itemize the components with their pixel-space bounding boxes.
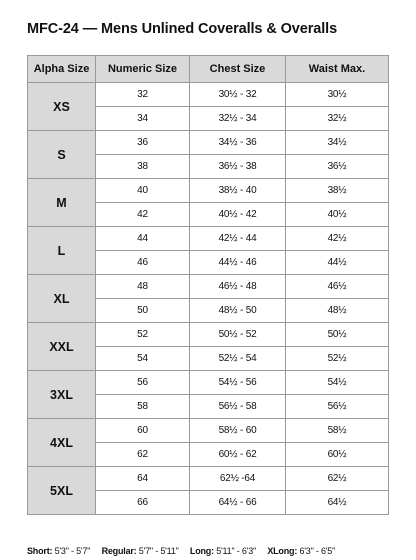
waist-max-cell: 50½ — [286, 323, 389, 347]
chest-size-cell: 58½ - 60 — [190, 419, 286, 443]
numeric-size-cell: 52 — [96, 323, 190, 347]
alpha-size-cell: 4XL — [28, 419, 96, 467]
inseam-value: 5'11" - 6'3" — [216, 546, 257, 556]
numeric-size-cell: 54 — [96, 347, 190, 371]
inseam-long — [190, 546, 256, 556]
table-row — [28, 419, 389, 443]
table-row — [28, 275, 389, 299]
numeric-size-cell: 50 — [96, 299, 190, 323]
waist-max-cell: 34½ — [286, 131, 389, 155]
inseam-legend — [27, 546, 407, 556]
numeric-size-cell: 66 — [96, 491, 190, 515]
chest-size-cell: 64½ - 66 — [190, 491, 286, 515]
header-chest-size: Chest Size — [190, 56, 286, 83]
chest-size-cell: 60½ - 62 — [190, 443, 286, 467]
table-row — [28, 227, 389, 251]
numeric-size-cell: 38 — [96, 155, 190, 179]
inseam-short — [27, 546, 90, 556]
numeric-size-cell: 62 — [96, 443, 190, 467]
inseam-value: 5'7" - 5'11" — [138, 546, 179, 556]
numeric-size-cell: 32 — [96, 83, 190, 107]
numeric-size-cell: 56 — [96, 371, 190, 395]
numeric-size-cell: 42 — [96, 203, 190, 227]
waist-max-cell: 56½ — [286, 395, 389, 419]
numeric-size-cell: 46 — [96, 251, 190, 275]
size-chart-table — [27, 55, 389, 515]
alpha-size-cell: L — [28, 227, 96, 275]
page-title: MFC-24 — Mens Unlined Coveralls & Overalls — [27, 21, 338, 37]
numeric-size-cell: 36 — [96, 131, 190, 155]
header-numeric-size: Numeric Size — [96, 56, 190, 83]
size-chart-body — [28, 83, 389, 515]
numeric-size-cell: 48 — [96, 275, 190, 299]
size-chart-header — [28, 56, 389, 83]
alpha-size-cell: 5XL — [28, 467, 96, 515]
header-alpha-size: Alpha Size — [28, 56, 96, 83]
inseam-label: Regular: — [101, 546, 137, 556]
table-row — [28, 371, 389, 395]
header-row — [28, 56, 389, 83]
chest-size-cell: 56½ - 58 — [190, 395, 286, 419]
alpha-size-cell: M — [28, 179, 96, 227]
header-waist-max: Waist Max. — [286, 56, 389, 83]
waist-max-cell: 42½ — [286, 227, 389, 251]
table-row — [28, 323, 389, 347]
alpha-size-cell: XL — [28, 275, 96, 323]
chest-size-cell: 44½ - 46 — [190, 251, 286, 275]
inseam-xlong — [267, 546, 335, 556]
waist-max-cell: 44½ — [286, 251, 389, 275]
numeric-size-cell: 34 — [96, 107, 190, 131]
chest-size-cell: 34½ - 36 — [190, 131, 286, 155]
table-row — [28, 131, 389, 155]
numeric-size-cell: 40 — [96, 179, 190, 203]
chest-size-cell: 46½ - 48 — [190, 275, 286, 299]
alpha-size-cell: S — [28, 131, 96, 179]
table-row — [28, 467, 389, 491]
alpha-size-cell: XXL — [28, 323, 96, 371]
waist-max-cell: 46½ — [286, 275, 389, 299]
numeric-size-cell: 64 — [96, 467, 190, 491]
inseam-regular — [102, 546, 179, 556]
alpha-size-cell: XS — [28, 83, 96, 131]
inseam-label: XLong: — [267, 546, 298, 556]
waist-max-cell: 38½ — [286, 179, 389, 203]
waist-max-cell: 48½ — [286, 299, 389, 323]
chest-size-cell: 62½ -64 — [190, 467, 286, 491]
chest-size-cell: 54½ - 56 — [190, 371, 286, 395]
waist-max-cell: 54½ — [286, 371, 389, 395]
waist-max-cell: 52½ — [286, 347, 389, 371]
inseam-value: 6'3" - 6'5" — [299, 546, 336, 556]
chest-size-cell: 32½ - 34 — [190, 107, 286, 131]
waist-max-cell: 36½ — [286, 155, 389, 179]
chest-size-cell: 50½ - 52 — [190, 323, 286, 347]
chest-size-cell: 30½ - 32 — [190, 83, 286, 107]
alpha-size-cell: 3XL — [28, 371, 96, 419]
inseam-label: Long: — [189, 546, 214, 556]
chest-size-cell: 48½ - 50 — [190, 299, 286, 323]
chest-size-cell: 42½ - 44 — [190, 227, 286, 251]
numeric-size-cell: 44 — [96, 227, 190, 251]
chest-size-cell: 52½ - 54 — [190, 347, 286, 371]
numeric-size-cell: 58 — [96, 395, 190, 419]
table-row — [28, 179, 389, 203]
waist-max-cell: 40½ — [286, 203, 389, 227]
waist-max-cell: 30½ — [286, 83, 389, 107]
table-row — [28, 83, 389, 107]
chest-size-cell: 36½ - 38 — [190, 155, 286, 179]
chest-size-cell: 40½ - 42 — [190, 203, 286, 227]
chest-size-cell: 38½ - 40 — [190, 179, 286, 203]
inseam-value: 5'3" - 5'7" — [54, 546, 91, 556]
inseam-label: Short: — [27, 546, 53, 556]
numeric-size-cell: 60 — [96, 419, 190, 443]
waist-max-cell: 62½ — [286, 467, 389, 491]
waist-max-cell: 58½ — [286, 419, 389, 443]
waist-max-cell: 60½ — [286, 443, 389, 467]
waist-max-cell: 64½ — [286, 491, 389, 515]
waist-max-cell: 32½ — [286, 107, 389, 131]
